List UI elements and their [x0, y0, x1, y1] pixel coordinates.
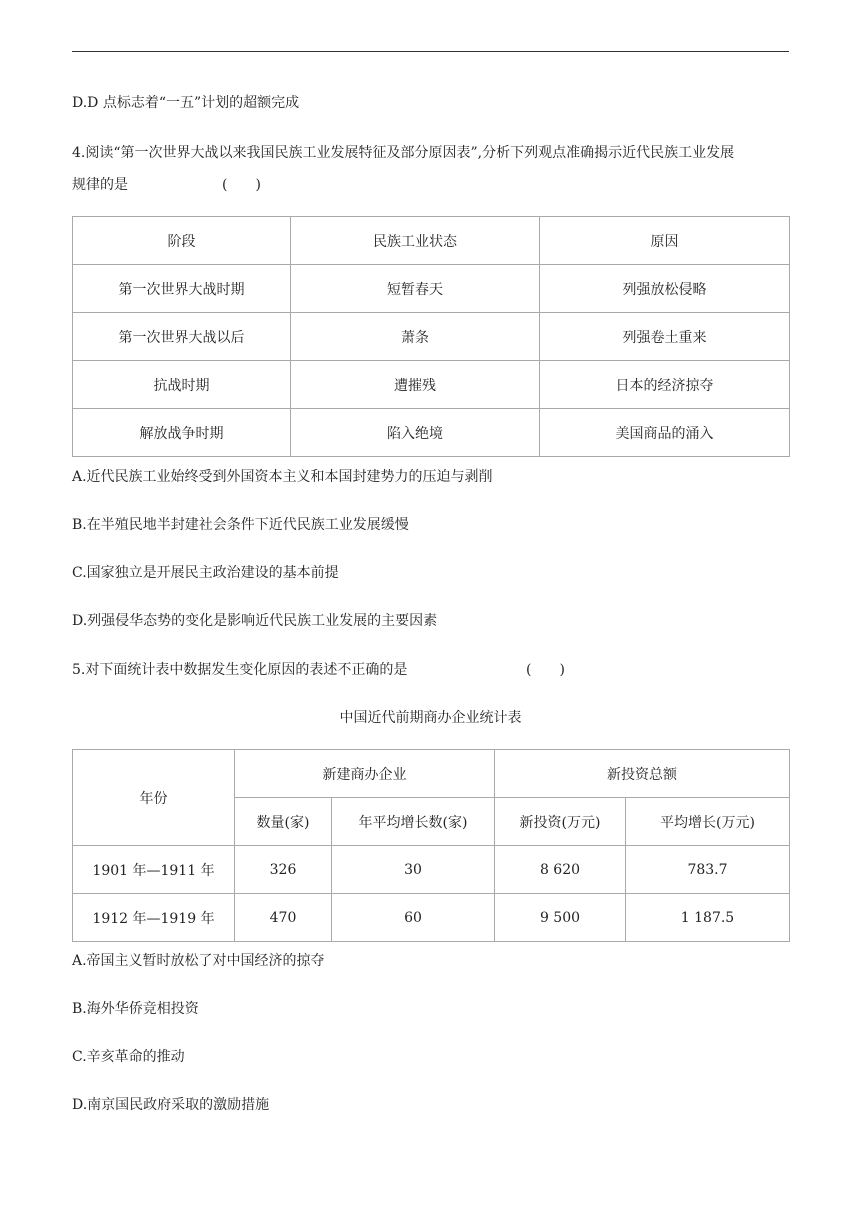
- table-cell: 1 187.5: [626, 894, 790, 942]
- q4-option-c: C.国家独立是开展民主政治建设的基本前提: [72, 565, 339, 581]
- table-cell: 抗战时期: [73, 361, 291, 409]
- q5-table-title: 中国近代前期商办企业统计表: [339, 710, 522, 726]
- table-row: [73, 361, 790, 409]
- q4-stem-line1: 4.阅读“第一次世界大战以来我国民族工业发展特征及部分原因表”,分析下列观点准确揭示近代民族工业发展: [72, 145, 735, 161]
- table-cell: 326: [235, 846, 332, 894]
- table-header-cell: 新投资总额: [495, 750, 790, 798]
- table-cell: 8 620: [495, 846, 626, 894]
- q5-option-d: D.南京国民政府采取的激励措施: [72, 1097, 270, 1113]
- table-header-cell: 新建商办企业: [235, 750, 495, 798]
- q5-option-c: C.辛亥革命的推动: [72, 1049, 185, 1065]
- table-row: [73, 265, 790, 313]
- table-header-cell: 民族工业状态: [291, 217, 540, 265]
- table-header-cell: 年平均增长数(家): [332, 798, 495, 846]
- q4-stem-line2: 规律的是: [72, 177, 128, 193]
- q4-option-b: B.在半殖民地半封建社会条件下近代民族工业发展缓慢: [72, 517, 409, 533]
- table-header-cell: 数量(家): [235, 798, 332, 846]
- table-cell: 日本的经济掠夺: [540, 361, 790, 409]
- q5-answer-blank: ( ): [526, 662, 565, 678]
- table-cell: 美国商品的涌入: [540, 409, 790, 457]
- table-row: [73, 846, 790, 894]
- table-header-cell: 年份: [73, 750, 235, 846]
- table-header-cell: 平均增长(万元): [626, 798, 790, 846]
- table-cell: 第一次世界大战以后: [73, 313, 291, 361]
- q4-answer-blank: ( ): [222, 177, 261, 193]
- table-header-cell: 原因: [540, 217, 790, 265]
- header-rule: [72, 51, 789, 52]
- table-cell: 列强卷土重来: [540, 313, 790, 361]
- q5-option-b: B.海外华侨竞相投资: [72, 1001, 199, 1017]
- q5-option-a: A.帝国主义暂时放松了对中国经济的掠夺: [72, 953, 325, 969]
- option-d-previous: D.D 点标志着“一五”计划的超额完成: [72, 95, 300, 111]
- q4-option-a: A.近代民族工业始终受到外国资本主义和本国封建势力的压迫与剥削: [72, 469, 493, 485]
- table-cell: 第一次世界大战时期: [73, 265, 291, 313]
- table-cell: 短暂春天: [291, 265, 540, 313]
- q5-stem: 5.对下面统计表中数据发生变化原因的表述不正确的是: [72, 662, 408, 678]
- q4-table: [72, 216, 790, 457]
- table-cell: 783.7: [626, 846, 790, 894]
- table-cell: 解放战争时期: [73, 409, 291, 457]
- table-header-cell: 阶段: [73, 217, 291, 265]
- table-row: [73, 313, 790, 361]
- table-header-row: [73, 750, 790, 798]
- table-cell: 遭摧残: [291, 361, 540, 409]
- table-header-cell: 新投资(万元): [495, 798, 626, 846]
- table-cell: 列强放松侵略: [540, 265, 790, 313]
- table-cell: 470: [235, 894, 332, 942]
- table-row: [73, 409, 790, 457]
- q4-option-d: D.列强侵华态势的变化是影响近代民族工业发展的主要因素: [72, 613, 438, 629]
- table-cell: 1912 年—1919 年: [73, 894, 235, 942]
- table-cell: 萧条: [291, 313, 540, 361]
- table-row: [73, 894, 790, 942]
- table-cell: 9 500: [495, 894, 626, 942]
- table-header-row: [73, 217, 790, 265]
- q5-table: [72, 749, 790, 942]
- table-cell: 60: [332, 894, 495, 942]
- table-cell: 1901 年—1911 年: [73, 846, 235, 894]
- table-cell: 陷入绝境: [291, 409, 540, 457]
- table-cell: 30: [332, 846, 495, 894]
